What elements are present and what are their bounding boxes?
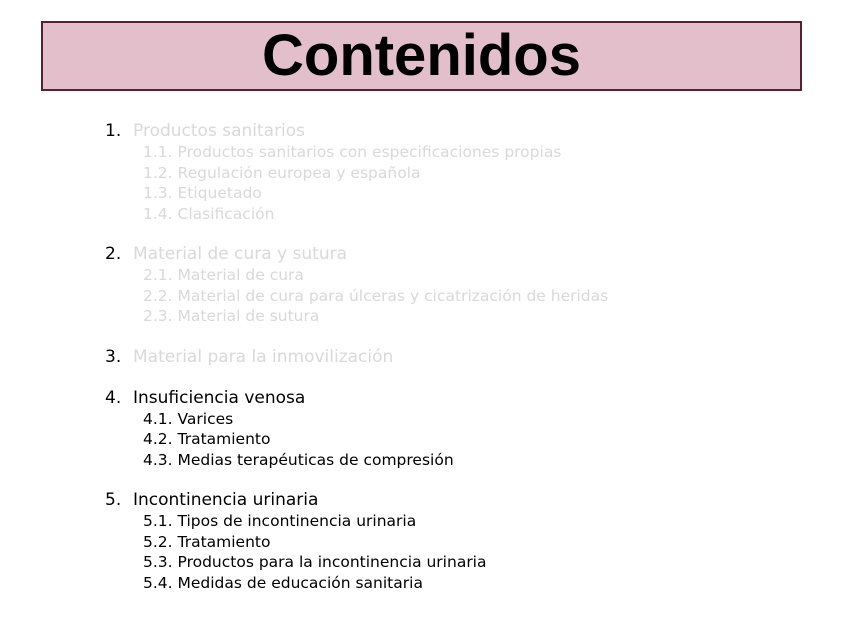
toc-subsection-item: 5.3. Productos para la incontinencia urinaria xyxy=(143,553,487,571)
toc-section-title: Incontinencia urinaria xyxy=(133,490,319,510)
toc-subsection-item: 2.2. Material de cura para úlceras y cicatrización de heridas xyxy=(143,286,609,305)
toc-section-4 xyxy=(105,388,608,471)
toc-section-3 xyxy=(105,347,608,368)
toc-section-number: 3. xyxy=(105,346,122,367)
toc-section-title: Material de cura y sutura xyxy=(133,244,347,264)
toc-subsection-item: 4.1. Varices xyxy=(143,409,234,428)
toc-section-2 xyxy=(105,244,608,327)
toc-section-heading xyxy=(105,388,608,409)
toc-section-number: 4. xyxy=(105,387,122,408)
toc-subsection-item: 1.2. Regulación europea y española xyxy=(143,163,421,182)
toc-subsection-item: 4.2. Tratamiento xyxy=(143,430,271,448)
toc-section-number: 5. xyxy=(105,490,122,510)
toc-section-heading xyxy=(105,121,608,142)
toc-subsection-item: 4.3. Medias terapéuticas de compresión xyxy=(143,450,454,469)
table-of-contents xyxy=(105,121,608,613)
toc-subsection-item: 5.4. Medidas de educación sanitaria xyxy=(143,573,423,592)
toc-subsection-item: 5.2. Tratamiento xyxy=(143,532,271,551)
toc-subsection-item: 2.3. Material de sutura xyxy=(143,307,320,325)
toc-subsection-item: 5.1. Tipos de incontinencia urinaria xyxy=(143,512,417,530)
toc-subsection-item: 1.3. Etiquetado xyxy=(143,184,262,202)
toc-section-heading xyxy=(105,347,608,368)
page-title: Contenidos xyxy=(262,23,581,88)
toc-section-heading xyxy=(105,490,608,511)
toc-section-5 xyxy=(105,490,608,593)
toc-section-heading xyxy=(105,244,608,265)
toc-section-1 xyxy=(105,121,608,224)
toc-subsection-item: 2.1. Material de cura xyxy=(143,266,304,284)
toc-subsection-item: 1.1. Productos sanitarios con especificaciones propias xyxy=(143,143,562,161)
toc-section-title: Insuficiencia venosa xyxy=(133,387,306,408)
toc-section-title: Productos sanitarios xyxy=(133,121,306,141)
title-banner xyxy=(41,21,802,91)
toc-subsection-item: 1.4. Clasificación xyxy=(143,204,275,223)
toc-section-number: 2. xyxy=(105,244,122,264)
toc-section-title: Material para la inmovilización xyxy=(133,346,394,367)
toc-section-number: 1. xyxy=(105,121,122,141)
